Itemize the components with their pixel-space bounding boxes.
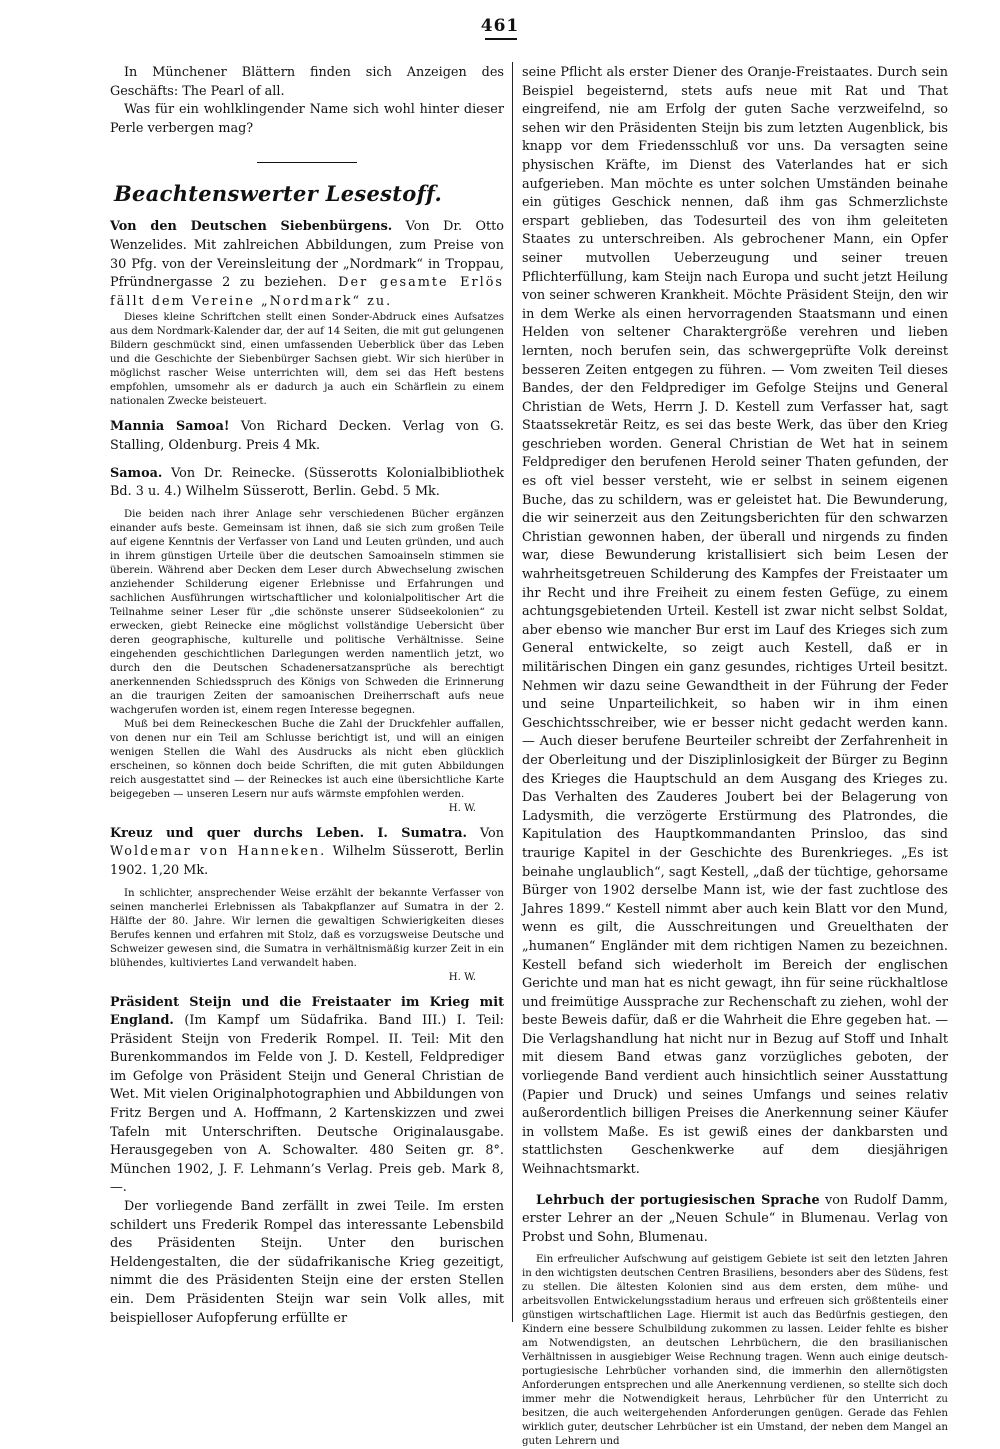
review-citation (110, 218, 504, 311)
review-body: Der vorliegende Band zerfällt in zwei Teile. Im ersten schildert uns Frederik Rompel das interessante Lebensbild des Präsidenten Steijn. Unter den burischen Heldengestalten, die der südafrikanische Krieg gezeitigt, nimmt die des Präsidenten Steijn eine der ersten Stellen ein. Dem Präsidenten Steijn war sein Volk alles, mit beispielloser Aufopferung erfüllte er (110, 1199, 504, 1326)
page-number: 461 (0, 16, 1000, 36)
review-citation (110, 465, 504, 502)
review-publisher: Wilhelm Süsserott, Berlin 1902. 1,20 Mk. (110, 844, 504, 878)
review-body: Dieses kleine Schriftchen stellt einen Sonder-Abdruck eines Aufsatzes aus dem Nordmark-Kalender dar, der auf 14 Seiten, die mit gut gelungenen Bildern geschmückt sind, einen umfassenden Ueberblick über das Leben und die Geschichte der Siebenbürger Sachsen giebt. Wir sich hierüber in möglichst rascher Weise unterrichten will, dem sei das Heft bestens empfohlen, umsomehr als er dadurch ja auch ein Schärflein zu einem nationalen Zwecke beisteuert. (110, 312, 504, 408)
review-signature: H. W. (448, 971, 476, 983)
review-title: Lehrbuch der portugiesischen Sprache (536, 1192, 820, 1208)
review-entry (110, 218, 504, 409)
review-body: Die beiden nach ihrer Anlage sehr verschiedenen Bücher ergänzen einander aufs beste. Gemeinsam ist ihnen, daß sie sich zum großen Teile auf eigene Kenntnis der Verfasser von Land und Leuten gründen, und auch in ihrem günstigen Urteile über die deutschen Samoainseln stimmen sie überein. Während aber Decken dem Leser durch Abwechselung zwischen anziehender Schilderung eigener Erlebnisse und Erfahrungen und sachlichen Ausführungen wirtschaftlicher und kolonialpolitischer Art die Teilnahme seiner Leser für „die schönste unserer Südseekolonien“ zu erwecken, giebt Reinecke eine möglichst vollständige Uebersicht über deren geographische, kulturelle und politische Verhältnisse. Seine eingehenden geschichtlichen Darlegungen werden namentlich jetzt, wo durch den die Deutschen Schadenersatzansprüche als berechtigt anerkennenden Schiedsspruch des Königs von Schweden die Erinnerung an die traurigen Zeiten der samoanischen Dreiherrschaft aufs neue wachgerufen worden ist, einem regen Interesse begegnen. (110, 508, 504, 716)
review-entry (110, 994, 504, 1329)
review-citation (110, 994, 504, 1199)
review-author: Woldemar von Hanneken. (110, 844, 327, 860)
review-title: Kreuz und quer durchs Leben. I. Sumatra. (110, 825, 467, 841)
review-citation (110, 825, 504, 881)
review-signature: H. W. (448, 802, 476, 814)
review-details: Von Richard Decken. Verlag von G. Stalling, Oldenburg. Preis 4 Mk. (110, 419, 504, 453)
review-details: Von Dr. Reinecke. (Süsserotts Kolonialbibliothek Bd. 3 u. 4.) Wilhelm Süsserott, Berlin. Gebd. 5 Mk. (110, 465, 504, 500)
review-body: Ein erfreulicher Aufschwung auf geistigem Gebiete ist seit den letzten Jahren in den wichtigsten deutschen Centren Brasiliens, besonders aber des Südens, fest zu stellen. Die ältesten Kolonien sind aus dem ersten, dem mühe- und arbeitsvollen Entwickelungsstadium heraus und erfreuen sich größtenteils einer günstigen wirtschaftlichen Lage. Hiermit ist auch das Bedürfnis gestiegen, den Kindern eine bessere Schulbildung zukommen zu lassen. Leider fehlte es bisher am Notwendigsten, an deutschen Lehrbüchern, die den brasilianischen Verhältnissen in ausgiebiger Weise Rechnung tragen. Wenn auch einige deutsch-portugiesische Lehrbücher vorhanden sind, die immerhin den allernötigsten Anforderungen entsprechen und alle Anerkennung verdienen, so stellte sich doch immer mehr die Notwendigkeit heraus, Lehrbücher für den Unterricht zu besitzen, die auch weitergehenden Anforderungen genügen. Gerade das Fehlen wirklich guter, deutscher Lehrbücher ist ein Umstand, der neben dem Mangel an guten Lehrern und (522, 1254, 948, 1448)
review-title: Mannia Samoa! (110, 419, 230, 435)
review-body: In schlichter, ansprechender Weise erzählt der bekannte Verfasser von seinen mancherlei Erlebnissen als Tabakpflanzer auf Sumatra in der 2. Hälfte der 80. Jahre. Wir lernen die gewaltigen Schwierigkeiten dieses Berufes kennen und erfahren mit Stolz, daß es vorzugsweise Deutsche und Schweizer gewesen sind, die Sumatra in verhältnismäßig kurzer Zeit in ein blühendes, kultiviertes Land verwandelt haben. (110, 887, 504, 969)
review-details: (Im Kampf um Südafrika. Band III.) I. Teil: Präsident Steijn von Frederik Rompel. II. Teil: Mit den Burenkommandos im Felde von J. D. Kestell, Feldprediger im Gefolge von Präsident Steijn und General Christian de Wet. Mit vielen Originalphotographien und Abbildungen von Fritz Bergen und A. Hoffmann, 2 Kartenskizzen und zwei Tafeln mit Unterschriften. Deutsche Originalausgabe. Herausgegeben von A. Schowalter. 480 Seiten gr. 8°. München 1902, J. F. Lehmann’s Verlag. Preis geb. Mark 8,—. (110, 1013, 504, 1196)
review-entry (110, 825, 504, 985)
intro-paragraph: Was für ein wohlklingender Name sich wohl hinter dieser Perle verbergen mag? (110, 102, 504, 136)
left-column (110, 64, 504, 1334)
section-heading: Beachtenswerter Lesestoff. (114, 181, 443, 207)
review-entry (110, 465, 504, 816)
intro-paragraph: In Münchener Blättern finden sich Anzeigen des Geschäfts: The Pearl of all. (110, 65, 504, 99)
review-title: Präsident Steijn und die Freistaater im Krieg mit England. (110, 994, 504, 1029)
review-details: Von Dr. Otto Wenzelides. Mit zahlreichen Abbildungen, zum Preise von 30 Pfg. von der Vereinsleitung der „Nordmark“ in Troppau, Pfründnergasse 2 zu beziehen. (110, 219, 504, 291)
right-column (522, 64, 948, 1448)
review-body-continued: seine Pflicht als erster Diener des Oranje-Freistaates. Durch sein Beispiel begeisternd, stets aufs neue mit Rat und That eingreifend, nie am Erfolg der guten Sache verzweifelnd, so sehen wir den Präsidenten Steijn bis zum letzten Augenblick, bis knapp vor dem Friedensschluß vor uns. Da versagten seine physischen Kräfte, im Dienst des Vaterlandes hat er sich aufgerieben. Man möchte es unter solchen Umständen beinahe ein gütiges Geschick nennen, daß ihm gas Schmerzlichste erspart geblieben, das Todesurteil des von ihm geleiteten Staates zu unterschreiben. Als gebrochener Mann, ein Opfer seiner mutvollen Ueberzeugung und seiner treuen Pflichterfüllung, kam Steijn nach Europa und sucht jetzt Heilung von seiner schweren Krankheit. Möchte Präsident Steijn, den wir in dem Werke als einen hervorragenden Staatsmann und einen Helden von seltener Charaktergröße verehren und lieben lernten, noch berufen sein, das schwergeprüfte Volk dereinst besseren Zeiten entgegen zu führen. — Vom zweiten Teil dieses Bandes, der den Feldprediger im Gefolge Steijns und General Christian de Wets, Herrn J. D. Kestell zum Verfasser hat, sagt Staatssekretär Reitz, es sei das beste Werk, das über den Krieg geschrieben worden. General Christian de Wet hat in seinem Feldprediger den berufenen Herold seiner Thaten gefunden, der es oft viel besser versteht, wie er selbst in seinem eigenen Buche, das zu schildern, was er geleistet hat. Die Bewunderung, die wir seinerzeit aus den Zeitungsberichten für den schwarzen Christian gewonnen haben, der überall und nirgends zu finden war, diese Bewunderung kristallisiert sich beim Lesen der wahrheitsgetreuen Schilderung des Kampfes der Freistaater um ihr Recht und ihre Freiheit zu einem festen Gefüge, zu einem achtungsgebietenden Urteil. Kestell ist zwar nicht selbst Soldat, aber ebenso wie mancher Bur erst im Lauf des Krieges sich zum General entwickelte, so zeigt auch Kestell, daß er in militärischen Dingen ein ganz gesundes, richtiges Urteil besitzt. Nehmen wir dazu seine Gewandtheit in der Führung der Feder und seine Unparteilichkeit, so haben wir in ihm einen Geschichtsschreiber, wie er besser nicht gedacht werden kann. — Auch dieser berufene Beurteiler schreibt der Zerfahrenheit in der Oberleitung und der Disziplinlosigkeit der Bürger zu Beginn des Krieges die Hauptschuld an dem Ausgang des Krieges zu. Das Verhalten des Zauderes Joubert bei der Belagerung von Ladysmith, die verzögerte Erstürmung des Platrondes, die Kapitulation des Hauptkommandanten Prinsloo, das sind traurige Kapitel in der Geschichte des Burenkrieges. „Es ist beinahe unglaublich“, sagt Kestell, „daß der tüchtige, gehorsame Bürger von 1902 derselbe Mann ist, wie der fast zuchtlose des Jahres 1899.“ Kestell nimmt aber auch kein Blatt vor den Mund, wenn es gilt, die Ausschreitungen und Greuelthaten der „humanen“ Engländer mit dem richtigen Namen zu bezeichnen. Kestell befand sich wiederholt im Bereich der englischen Gerichte und man hat es nicht gewagt, ihn für seine rückhaltlose und freimütige Aussprache zur Rechenschaft zu ziehen, wohl der beste Beweis dafür, daß er die Wahrheit die Ehre gegeben hat. — Die Verlagshandlung hat nicht nur in Bezug auf Stoff und Inhalt mit diesem Band etwas ganz vorzügliches geboten, der vorliegende Band verdient auch hinsichtlich seiner Ausstattung (Papier und Druck) und seines Umfangs und seines relativ außerordentlich billigen Preises die Anerkennung seiner Käufer in vollstem Maße. Es ist gewiß eines der dankbarsten und stattlichsten Geschenkwerke auf dem diesjährigen Weihnachtsmarkt. (522, 65, 948, 1178)
review-entry (110, 418, 504, 455)
review-citation (110, 418, 504, 455)
column-divider (512, 62, 513, 1322)
review-details: Von (466, 825, 504, 841)
review-citation (522, 1192, 948, 1248)
review-entry (522, 1192, 948, 1449)
section-divider (257, 162, 357, 163)
review-note: Der gesamte Erlös fällt dem Vereine „Nordmark“ zu. (110, 275, 504, 309)
review-body: Muß bei dem Reineckeschen Buche die Zahl der Druckfehler auffallen, von denen nur ein Teil am Schlusse berichtigt ist, und will an einigen wenigen Stellen die Wahl des Ausdrucks als nicht eben glücklich erscheinen, so können doch beide Schriften, die mit guten Abbildungen reich ausgestattet sind — der Reineckes ist auch eine übersichtliche Karte beigegeben — unseren Lesern nur aufs wärmste empfohlen werden. (110, 718, 504, 800)
review-title: Samoa. (110, 465, 163, 481)
review-details: von Rudolf Damm, erster Lehrer an der „Neuen Schule“ in Blumenau. Verlag von Probst und Sohn, Blumenau. (522, 1192, 948, 1245)
review-title: Von den Deutschen Siebenbürgens. (110, 219, 393, 235)
